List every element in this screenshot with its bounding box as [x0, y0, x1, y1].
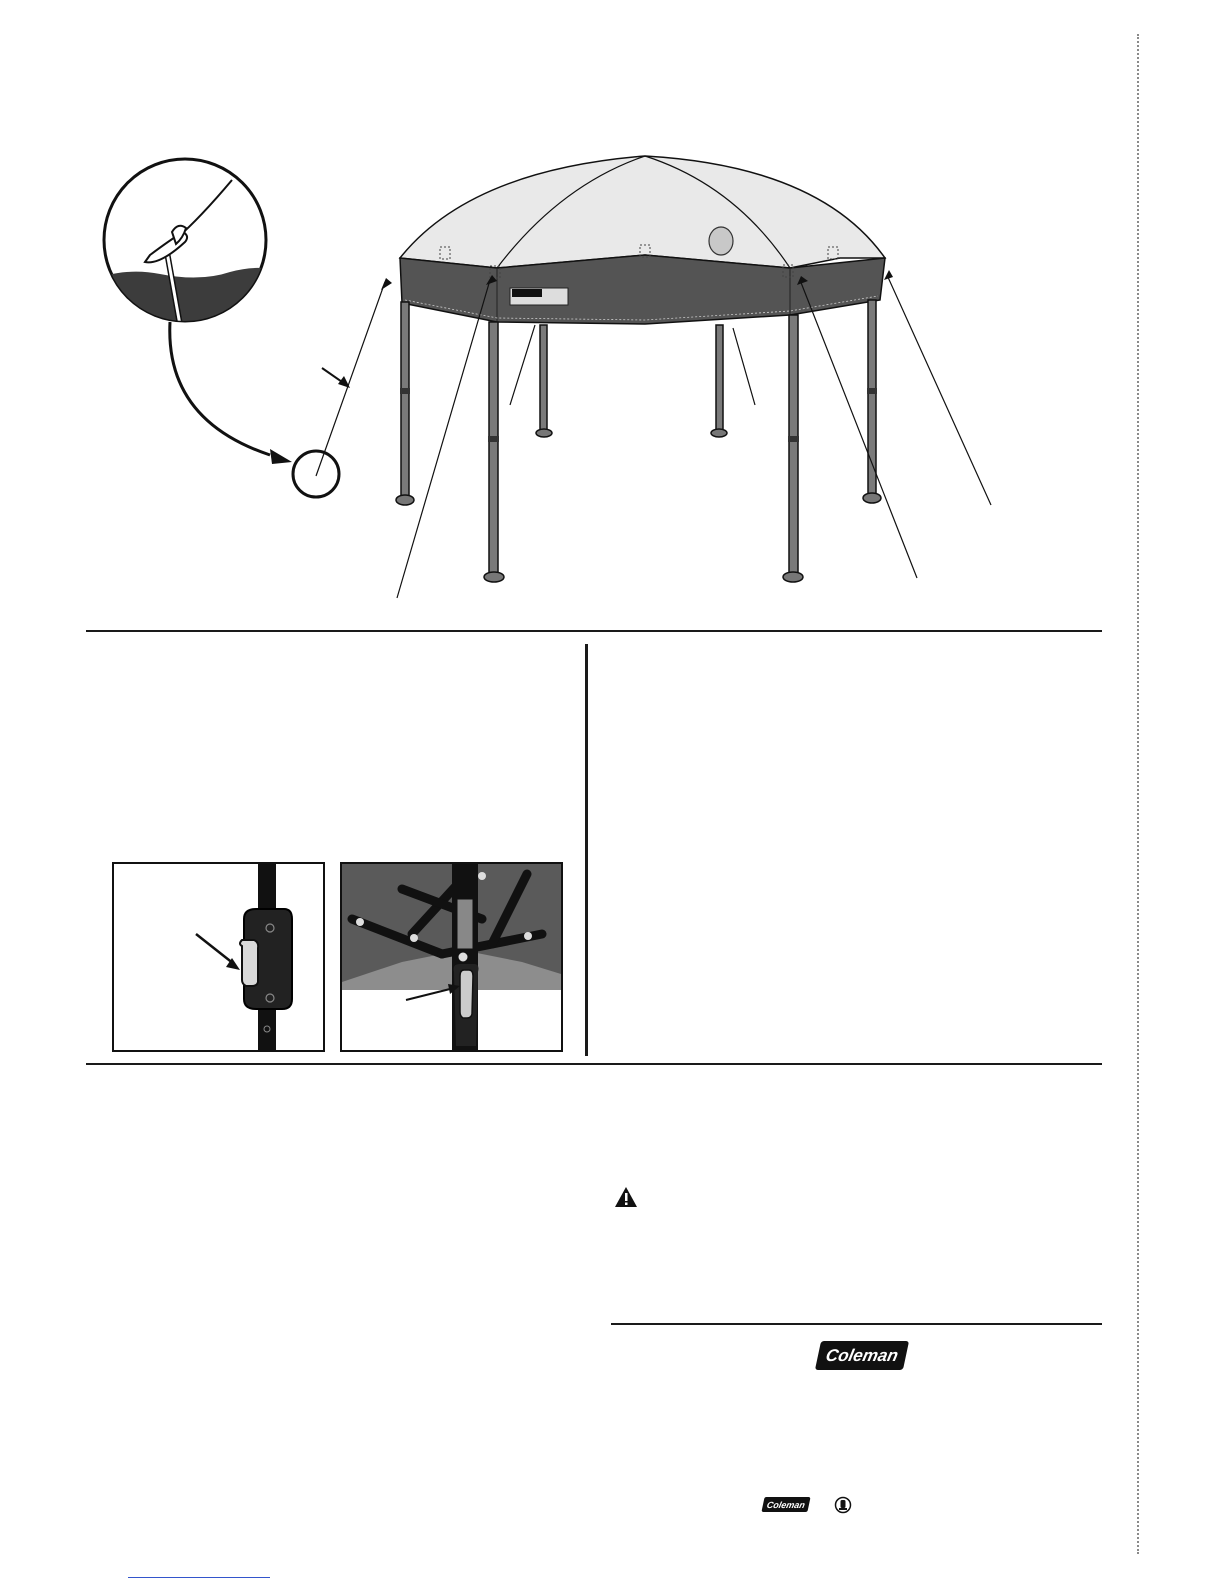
lantern-icon — [709, 227, 733, 255]
warning-triangle-icon — [614, 1186, 638, 1208]
leg-lock-illustration — [114, 864, 323, 1050]
detail-callout-arrow — [170, 322, 270, 455]
coleman-logo-text: Coleman — [824, 1345, 901, 1365]
section-divider-middle — [86, 1063, 1102, 1065]
lantern-mark-icon — [834, 1496, 852, 1514]
coleman-logo-small-text: Coleman — [765, 1499, 807, 1510]
canopy-illustration — [0, 0, 1225, 620]
coleman-logo — [815, 1341, 909, 1370]
hub-release-illustration — [342, 864, 561, 1050]
pointer-arrow-icon — [196, 934, 234, 964]
canopy-roof — [400, 156, 885, 268]
footer-link-underline — [128, 1577, 270, 1578]
coleman-logo-small — [761, 1497, 810, 1512]
column-divider — [585, 644, 588, 1056]
hub-release-button-inset — [340, 862, 563, 1052]
stake-location-circle — [293, 451, 339, 497]
stake-detail-magnifier — [100, 159, 275, 330]
section-divider-top — [86, 630, 1102, 632]
leg-lock-button-inset — [112, 862, 325, 1052]
section-divider-footer — [611, 1323, 1102, 1325]
